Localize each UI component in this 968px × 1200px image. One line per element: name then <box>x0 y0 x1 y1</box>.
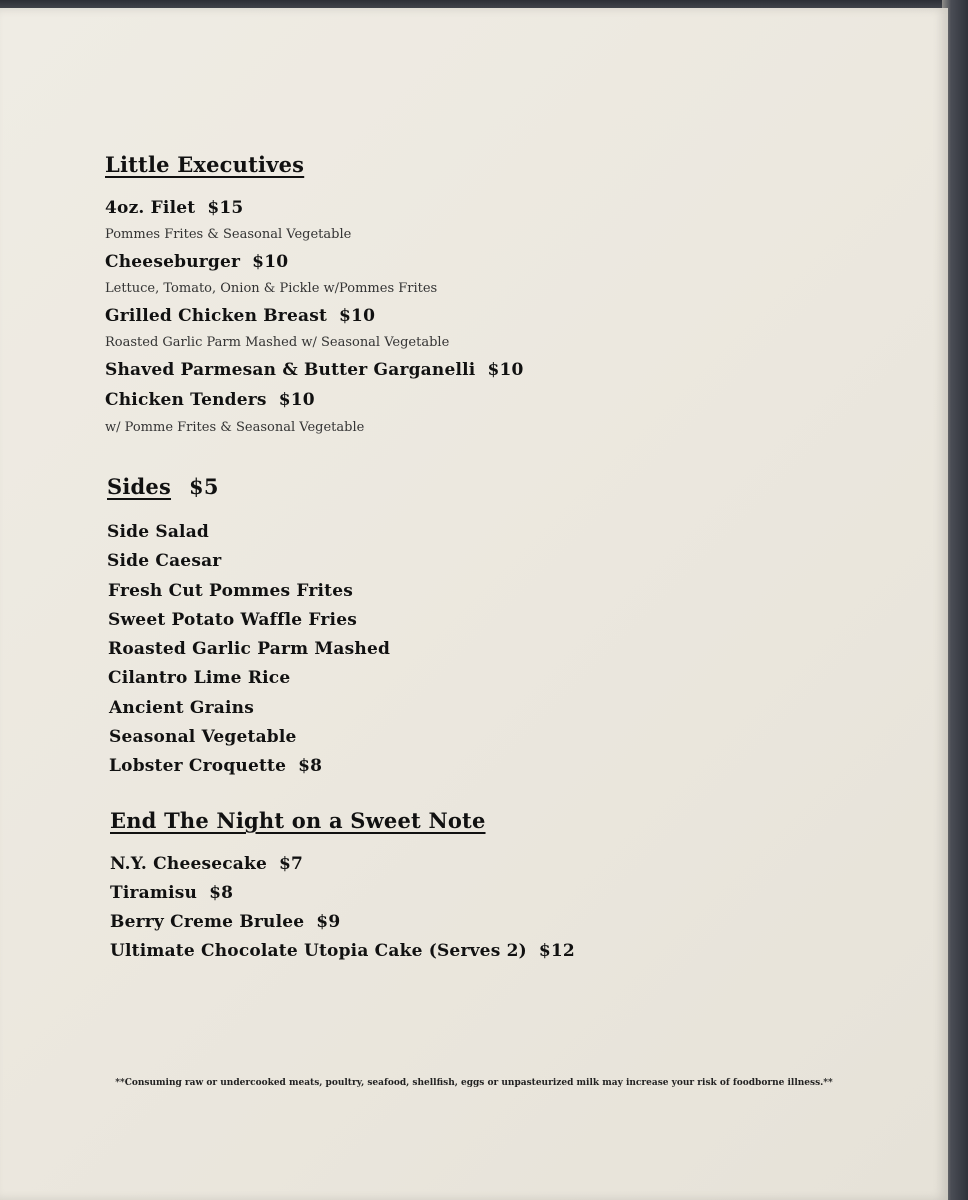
item-name: Shaved Parmesan & Butter Garganelli <box>105 360 476 380</box>
foodborne-illness-disclaimer: **Consuming raw or undercooked meats, poultry, seafood, shellfish, eggs or unpasteurized milk may increase your risk of foodborne illness.** <box>115 1078 833 1088</box>
item-name: Lobster Croquette <box>109 756 287 776</box>
section-title: End The Night on a Sweet Note <box>110 808 486 833</box>
item-description: Pommes Frites & Seasonal Vegetable <box>105 227 352 242</box>
menu-item-garganelli <box>105 360 524 380</box>
item-price: $15 <box>207 198 244 218</box>
side-item <box>107 522 209 542</box>
section-title: Little Executives <box>105 152 305 177</box>
item-price: $7 <box>279 854 304 874</box>
dessert-item <box>110 941 575 961</box>
item-name: Cilantro Lime Rice <box>108 668 291 688</box>
item-name: Cheeseburger <box>105 252 241 272</box>
item-name: Tiramisu <box>110 883 198 903</box>
item-price: $10 <box>339 306 376 326</box>
item-price: $10 <box>487 360 524 380</box>
item-name: Chicken Tenders <box>105 390 267 410</box>
side-item <box>108 668 290 688</box>
item-name: Side Caesar <box>107 551 222 571</box>
item-name: N.Y. Cheesecake <box>110 854 268 874</box>
item-price: $10 <box>252 252 289 272</box>
item-name: 4oz. Filet <box>105 198 196 218</box>
item-name: Side Salad <box>107 522 210 542</box>
menu-item-filet <box>105 198 243 218</box>
menu-item-grilled-chicken <box>105 306 375 326</box>
item-name: Ancient Grains <box>109 698 254 718</box>
item-name: Roasted Garlic Parm Mashed <box>108 639 391 659</box>
item-description: Lettuce, Tomato, Onion & Pickle w/Pommes Frites <box>105 281 438 296</box>
menu-content <box>0 8 948 1200</box>
menu-page <box>0 8 948 1200</box>
section-title: Sides <box>107 474 172 499</box>
menu-item-cheeseburger <box>105 252 288 272</box>
side-item <box>107 551 221 571</box>
dessert-item <box>110 883 233 903</box>
side-item-lobster-croquette <box>109 756 322 776</box>
menu-item-chicken-tenders <box>105 390 315 410</box>
section-heading-sides <box>107 474 219 499</box>
item-name: Sweet Potato Waffle Fries <box>108 610 357 630</box>
side-item <box>109 727 297 747</box>
item-name: Seasonal Vegetable <box>109 727 297 747</box>
section-heading-little-executives <box>105 152 304 177</box>
side-item <box>108 581 353 601</box>
dessert-item <box>110 912 340 932</box>
side-item <box>109 698 254 718</box>
item-description: Roasted Garlic Parm Mashed w/ Seasonal Vegetable <box>105 335 450 350</box>
item-name: Berry Creme Brulee <box>110 912 305 932</box>
item-description: w/ Pomme Frites & Seasonal Vegetable <box>105 420 365 435</box>
section-heading-desserts <box>110 808 486 833</box>
item-name: Fresh Cut Pommes Frites <box>108 581 354 601</box>
section-price: $5 <box>189 474 219 499</box>
item-price: $8 <box>209 883 234 903</box>
item-price: $12 <box>538 941 575 961</box>
item-name: Ultimate Chocolate Utopia Cake (Serves 2) <box>110 941 527 961</box>
side-item <box>108 610 357 630</box>
item-price: $10 <box>278 390 315 410</box>
dessert-item <box>110 854 303 874</box>
item-name: Grilled Chicken Breast <box>105 306 328 326</box>
side-item <box>108 639 390 659</box>
item-price: $9 <box>316 912 341 932</box>
item-price: $8 <box>298 756 323 776</box>
